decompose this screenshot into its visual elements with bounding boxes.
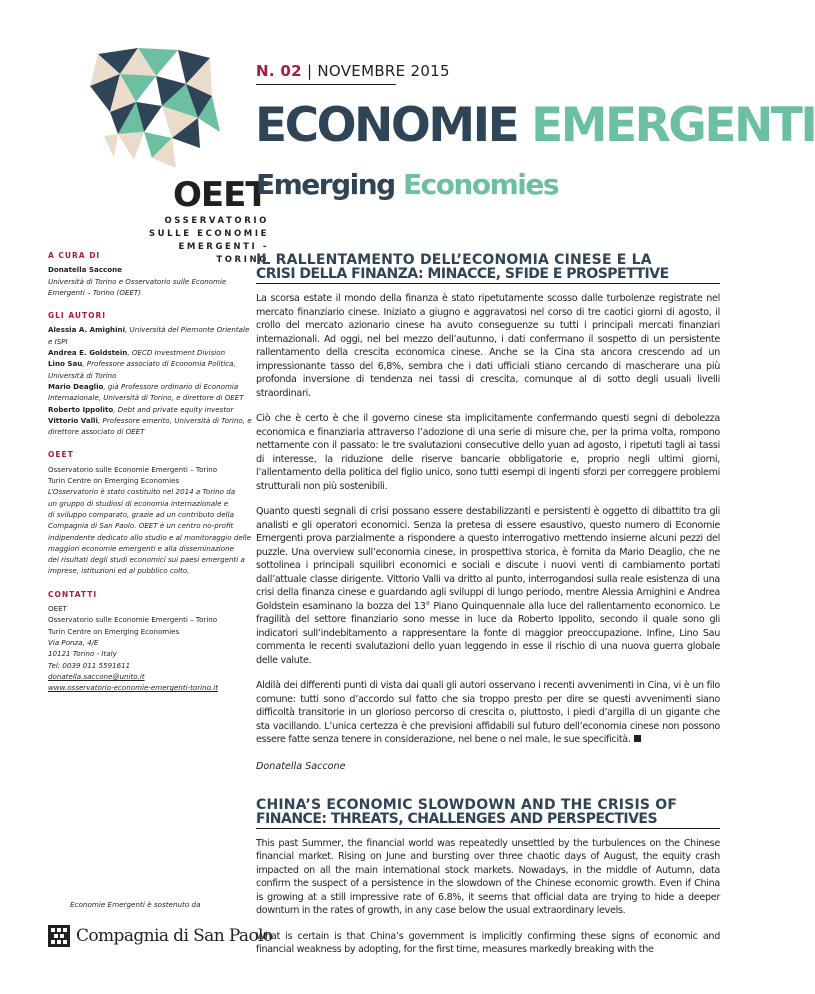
article-paragraph: La scorsa estate il mondo della finanza è stato ripetutamente scosso dalle turbolenze registrate nel mercato finanziario cinese. Iniziato a giugno e aggravatosi nel corso di tre caotici giorni di agosto, il crollo del mercato azionario cinese ha avuto conseguenze su tutti i principali mercati finanziari internazionali. Ad oggi, nel bel mezzo dell’autunno, i dati confermano il sospetto di un persistente rallentamento della crescita economica cinese. Anche se la Cina sta ancora crescendo ad un impressionante tasso del 6,8%, sembra che i dati ufficiali stiano cercando di mascherare una più profonda inversione di tendenza nei tassi di crescita, comunque al di sotto degli usuali livelli straordinari.: [256, 293, 720, 399]
oeet-description-line: un gruppo di studiosi di economia internazionale e: [48, 498, 229, 508]
oeet-description-line: di sviluppo comparato, grazie ad un contributo della: [48, 509, 234, 519]
logo-sub-line: EMERGENTI - TORINO: [178, 242, 269, 265]
author-line: [48, 392, 244, 403]
publication-title: [255, 100, 815, 152]
sponsor-emblem-icon: [48, 925, 70, 947]
sidebar-section-contacts: [48, 589, 234, 694]
logo-wordmark: OEET: [173, 175, 268, 215]
author-line: [48, 415, 252, 426]
author-line: [48, 347, 234, 358]
article-heading-line: IL RALLENTAMENTO DELL’ECONOMIA CINESE E LA: [256, 252, 652, 268]
subtitle-part1: Emerging: [256, 168, 395, 201]
sidebar-section-oeet: [48, 449, 251, 576]
sidebar: [48, 250, 252, 705]
subtitle-part2: Economies: [402, 168, 559, 201]
end-square-icon: [634, 735, 641, 742]
curator-name: Donatella Saccone: [48, 265, 122, 275]
sidebar-heading: CONTATTI: [48, 589, 98, 599]
article-paragraph: This past Summer, the financial world was repeatedly unsettled by the turbulences on the Chinese financial market. Rising on June and bursting over three chaotic days of August, the equity crash impacted on all the main international stock markets. Nowadays, in the middle of Autumn, data confirm the suspect of a persistence in the slowdown of the Chinese economic growth. Even if China is growing at a still impressive rate of 6.8%, it seems that official data are trying to hide a deeper downturn in the rates of growth, in any case below the usual extraordinary levels.: [256, 837, 720, 916]
sponsor-logo: [48, 925, 273, 947]
contact-line: Osservatorio sulle Economie Emergenti – Torino: [48, 615, 218, 625]
article-paragraph: Ciò che è certo è che il governo cinese sta implicitamente confermando questi segni di debolezza economica e finanziaria attraverso l’adozione di una serie di misure che, per la prima volta, rompono nettamente con il passato: le tre svalutazioni consecutive dello yuan ad agosto, i ripetuti tagli ai tassi di interesse, la riduzione delle riserve bancarie obbligatorie e, proprio negli ultimi giorni, l’allentamento della politica del figlio unico, sono tutti esempi di ingenti sforzi per correggere problemi strutturali non più sostenibili.: [256, 413, 720, 492]
article-english: [256, 798, 720, 957]
contact-phone: Tel: 0039 011 5591611: [48, 660, 131, 670]
article-heading-line: CHINA’S ECONOMIC SLOWDOWN AND THE CRISIS OF: [256, 796, 678, 813]
article-signature: Donatella Saccone: [256, 760, 346, 772]
contact-line: Turin Centre on Emerging Economies: [48, 626, 180, 636]
author-affiliation: e ISPI: [48, 336, 68, 346]
oeet-line: Osservatorio sulle Economie Emergenti – Torino: [48, 464, 218, 474]
contact-email-link[interactable]: donatella.saccone@unito.it: [48, 671, 145, 681]
article-paragraph: Quanto questi segnali di crisi possano essere destabilizzanti e persistenti è oggetto di dibattito tra gli analisti e gli operatori economici. Senza la pretesa di essere esaustivo, questo numero di Economie Emergenti prova parzialmente a rispondere a questo interrogativo mettendo insieme alcuni pezzi del puzzle. Una overview sull’economia cinese, in prospettiva storica, è fornita da Mario Deaglio, che ne sottolinea i principali squilibri economici e sociali e discute i nuovi venti di cambiamento portati dall’attuale classe dirigente. Vittorio Valli va dritto al punto, interrogandosi sulla reale esistenza di una crisi della finanza cinese e guardando agli sviluppi di lungo periodo, mentre Alessia Amighini e Andrea Goldstein esaminano la bozza del 13° Piano Quinquennale alla luce del rallentamento economico. Le fragilità del settore finanziario sono messe in luce da Roberto Ippolito, secondo il quale sono gli indicatori sull’indebitamento a rappresentare la fonte di maggior preoccupazione. Infine, Lino Sau commenta le recenti svalutazioni dello yuan leggendo in esse il rischio di una nuova guerra globale delle valute.: [256, 506, 720, 666]
issue-line: [256, 62, 450, 80]
sponsor-name: Compagnia di San Paolo: [76, 926, 273, 946]
sponsor-note: Economie Emergenti è sostenuto da: [70, 900, 201, 909]
author-affiliation: , Professore emerito, Università di Torino, e: [97, 415, 252, 425]
author-affiliation: , Università del Piemonte Orientale: [125, 325, 250, 335]
author-affiliation: , Professore associato di Economia Politica,: [82, 359, 236, 369]
author-affiliation: direttore associato di OEET: [48, 427, 145, 437]
issue-number: N. 02: [256, 62, 302, 80]
sidebar-heading: GLI AUTORI: [48, 311, 107, 321]
sidebar-section-authors: [48, 310, 252, 437]
oeet-description-line: maggiori economie emergenti e alla disseminazione: [48, 543, 234, 553]
contact-address-line: 10121 Torino - Italy: [48, 649, 117, 659]
author-line: [48, 404, 234, 415]
sidebar-heading: A CURA DI: [48, 251, 101, 260]
heading-rule: [256, 828, 720, 829]
title-part2: EMERGENTI: [531, 98, 815, 153]
author-name: Vittorio Valli: [48, 415, 98, 425]
sidebar-section-curator: [48, 250, 234, 298]
author-affiliation: Università di Torino: [48, 370, 117, 380]
author-name: Mario Deaglio: [48, 381, 104, 391]
logo-sub-line: OSSERVATORIO: [164, 216, 269, 226]
author-name: Andrea E. Goldstein: [48, 348, 128, 358]
heading-rule: [256, 283, 720, 284]
issue-separator: |: [306, 62, 313, 80]
oeet-description-line: imprese, istituzioni ed al pubblico colto.: [48, 566, 190, 576]
title-part1: ECONOMIE: [255, 98, 518, 153]
author-affiliation: , OECD Investment Division: [127, 348, 226, 358]
oeet-description-line: indipendente dedicato allo studio e al monitoraggio delle: [48, 532, 251, 542]
author-line: [48, 324, 250, 335]
issue-rule: [256, 84, 396, 85]
publication-subtitle: [256, 168, 558, 201]
article-paragraph: What is certain is that China’s government is implicitly confirming these signs of economic and financial weakness by adopting, for the first time, measures markedly breaking with the: [256, 930, 720, 955]
oeet-description-line: Compagnia di San Paolo. OEET è un centro no-profit: [48, 521, 234, 531]
article-italian: [256, 253, 720, 772]
author-name: Lino Sau: [48, 359, 83, 369]
main-column: [256, 253, 720, 957]
author-line: [48, 426, 234, 437]
oeet-line: Turin Centre on Emerging Economies: [48, 476, 180, 486]
author-name: Alessia A. Amighini: [48, 325, 126, 335]
contact-line: OEET: [48, 604, 67, 614]
issue-date: NOVEMBRE 2015: [317, 62, 450, 80]
contact-address-line: Via Ponza, 4/E: [48, 637, 99, 647]
sidebar-heading: OEET: [48, 450, 74, 460]
author-name: Roberto Ippolito: [48, 404, 114, 414]
article-paragraph-last: [256, 679, 720, 747]
article-paragraph-text: Aldilà dei differenti punti di vista dai quali gli autori osservano i recenti avvenimenti in Cina, vi è un filo comune: tutti sono d’accordo sul fatto che sia troppo presto per dire se questi avvenimenti siano difficoltà transitorie in un glorioso percorso di crescita o, piuttosto, i piedi d’argilla di un gigante che sta vacillando. L’unica certezza è che previsioni affidabili sul futuro dell’economia cinese non possono essere fatte senza tenere in considerazione, nel bene o nel male, le sue specificità.: [256, 680, 720, 745]
sponsor-block: [48, 900, 273, 947]
contact-website-link[interactable]: www.osservatorio-economie-emergenti-torino.it: [48, 683, 219, 693]
author-line: [48, 358, 234, 369]
article-heading-line: FINANCE: THREATS, CHALLENGES AND PERSPECTIVES: [256, 810, 658, 827]
oeet-description-line: L’Osservatorio è stato costituito nel 2014 a Torino da: [48, 487, 236, 497]
logo-sub-line: SULLE ECONOMIE: [148, 229, 269, 239]
author-affiliation: , Debt and private equity investor: [113, 404, 234, 414]
author-line: [48, 370, 234, 381]
author-line: [48, 381, 239, 392]
curator-affiliation: Emergenti – Torino (OEET): [48, 287, 142, 297]
curator-affiliation: Università di Torino e Osservatorio sulle Economie: [48, 276, 227, 286]
author-affiliation: Internazionale, Università di Torino, e direttore di OEET: [48, 393, 244, 403]
author-affiliation: , già Professore ordinario di Economia: [103, 381, 239, 391]
author-line: [48, 336, 234, 347]
oeet-description-line: dei risultati degli studi economici sui paesi emergenti a: [48, 555, 245, 565]
article-heading-line: CRISI DELLA FINANZA: MINACCE, SFIDE E PROSPETTIVE: [256, 266, 669, 282]
